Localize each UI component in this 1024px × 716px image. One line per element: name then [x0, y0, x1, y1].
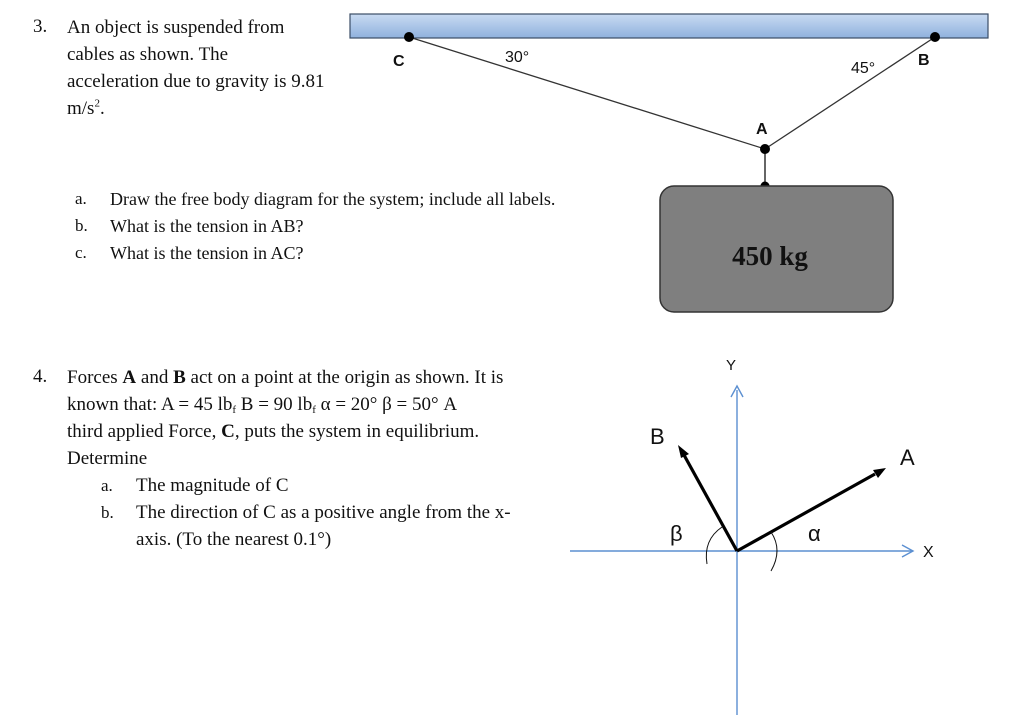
cable-ac: [409, 37, 765, 149]
axis-x-label: X: [923, 544, 934, 561]
mass-label: 450 kg: [732, 241, 808, 271]
vector-a: [737, 474, 875, 551]
problem-3-line-2: cables as shown. The: [67, 44, 229, 65]
alpha-label: α: [808, 521, 821, 546]
label-b: B: [918, 52, 930, 69]
problem-3-line-4: $m/s^2$.: [67, 97, 105, 119]
problem-4-line-2: known that: A = 45 $lb_f$ B = 90 $lb_f$ α = 20° β = 50° A: [67, 394, 458, 416]
vector-b-label: B: [650, 424, 665, 449]
vector-b: [684, 455, 737, 551]
cable-ab: [765, 37, 935, 149]
vector-a-arrowhead: [873, 468, 886, 478]
problem-3-line-1: An object is suspended from: [67, 17, 285, 38]
angle-b-label: 45°: [851, 60, 876, 77]
problem-4-line-3: third applied Force, C, puts the system in equilibrium.: [67, 421, 480, 442]
problem-4-line-1: Forces A and B act on a point at the origin as shown. It is: [67, 367, 504, 388]
problem-3-line-3: acceleration due to gravity is 9.81: [67, 71, 325, 92]
beta-arc: [706, 527, 722, 564]
problem-3-figure: [0, 0, 1024, 330]
beta-label: β: [670, 521, 683, 546]
angle-c-label: 30°: [505, 49, 530, 66]
problem-3-number: 3.: [33, 16, 48, 37]
point-a-dot: [760, 144, 770, 154]
axis-y-label: Y: [726, 357, 737, 374]
problem-4-line-4: Determine: [67, 448, 148, 469]
problem-4-item-b-continued: axis. (To the nearest 0.1°): [136, 529, 332, 550]
label-c: C: [393, 53, 405, 70]
ceiling-beam: [350, 14, 988, 38]
vector-a-label: A: [900, 445, 915, 470]
label-a: A: [756, 121, 768, 138]
problem-4-number: 4.: [33, 366, 48, 387]
point-c-dot: [404, 32, 414, 42]
point-b-dot: [930, 32, 940, 42]
problem-4-figure: [0, 340, 1024, 716]
vector-b-arrowhead: [678, 445, 689, 458]
